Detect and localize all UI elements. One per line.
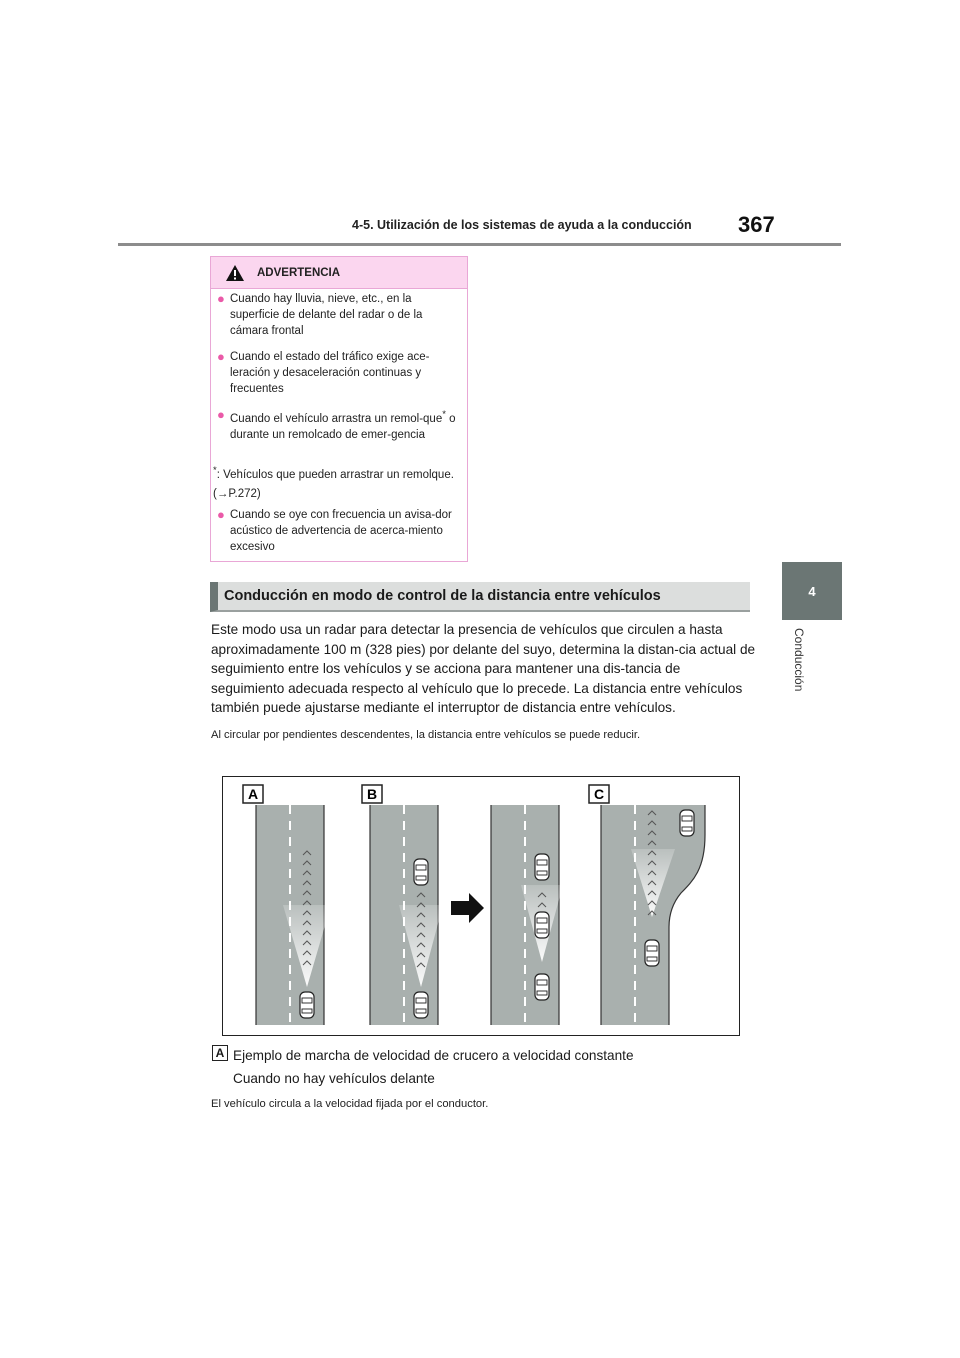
chapter-number: 4 xyxy=(808,583,816,599)
transition-arrow-icon xyxy=(451,893,484,923)
bullet-icon: ● xyxy=(217,507,225,522)
bullet-icon: ● xyxy=(217,349,225,364)
panel-label-b xyxy=(362,785,382,803)
svg-text:A: A xyxy=(247,786,259,802)
warning-box xyxy=(210,256,468,562)
arrow-right-icon: → xyxy=(216,487,229,500)
warning-item: ● Cuando el estado del tráfico exige ace-leración y desaceleración continuas y frecuentes xyxy=(217,349,430,395)
caption-note: El vehículo circula a la velocidad fijada por el conductor. xyxy=(211,1098,489,1110)
page-reference-link[interactable]: P.272) xyxy=(228,487,261,500)
body-text xyxy=(211,620,756,745)
caption-subtext: Cuando no hay vehículos delante xyxy=(233,1071,435,1086)
warning-item: ● Cuando el vehículo arrastra un remol-que* o durante un remolcado de emer-gencia xyxy=(217,407,456,441)
svg-text:B: B xyxy=(366,786,378,802)
main-paragraph: Este modo usa un radar para detectar la presencia de vehículos que circulen a hasta aproximadamente 100 m (328 pies) por delante del suyo, determina la distan-cia actual de seguimiento entre los vehículos y se acciona para mantener una dis-tancia de seguimiento adecuada respecto al vehículo que lo precede. La distancia entre vehículos también puede ajustarse mediante el interruptor de distancia entre vehículos. xyxy=(211,622,756,715)
footnote: *: Vehículos que pueden arrastrar un remolque. (→P.272) xyxy=(213,465,454,500)
panel-label-c xyxy=(589,785,609,803)
svg-text:C: C xyxy=(593,786,605,802)
road-b-slowing xyxy=(491,805,563,1025)
caption-badge: A xyxy=(212,1045,228,1061)
header-divider xyxy=(118,243,841,246)
panel-label-a xyxy=(243,785,263,803)
section-title: 4-5. Utilización de los sistemas de ayuda a la conducción xyxy=(352,218,692,232)
chapter-label: Conducción xyxy=(792,628,806,692)
bullet-icon: ● xyxy=(217,407,225,422)
page-number: 367 xyxy=(738,212,775,237)
distance-control-diagram xyxy=(223,777,739,1035)
note-text: Al circular por pendientes descendentes, la distancia entre vehículos se puede reducir. xyxy=(211,728,641,741)
warning-title: ADVERTENCIA xyxy=(257,266,341,279)
bullet-icon: ● xyxy=(217,291,225,306)
warning-header xyxy=(211,257,467,289)
road-c xyxy=(601,805,705,1025)
footnote-mark: * xyxy=(442,409,446,420)
chapter-tab[interactable] xyxy=(782,562,842,620)
warning-item: ● Cuando se oye con frecuencia un avisa-dor acústico de advertencia de acerca-miento excesivo xyxy=(217,507,452,553)
warning-triangle-icon xyxy=(225,264,245,282)
road-a xyxy=(256,805,331,1025)
section-heading: Conducción en modo de control de la distancia entre vehículos xyxy=(210,582,750,612)
caption-text: Ejemplo de marcha de velocidad de crucero a velocidad constante xyxy=(233,1048,634,1063)
road-b xyxy=(370,805,443,1025)
warning-item: ● Cuando hay lluvia, nieve, etc., en la superficie de delante del radar o de la cámara frontal xyxy=(217,291,423,337)
illustration xyxy=(222,776,740,1036)
